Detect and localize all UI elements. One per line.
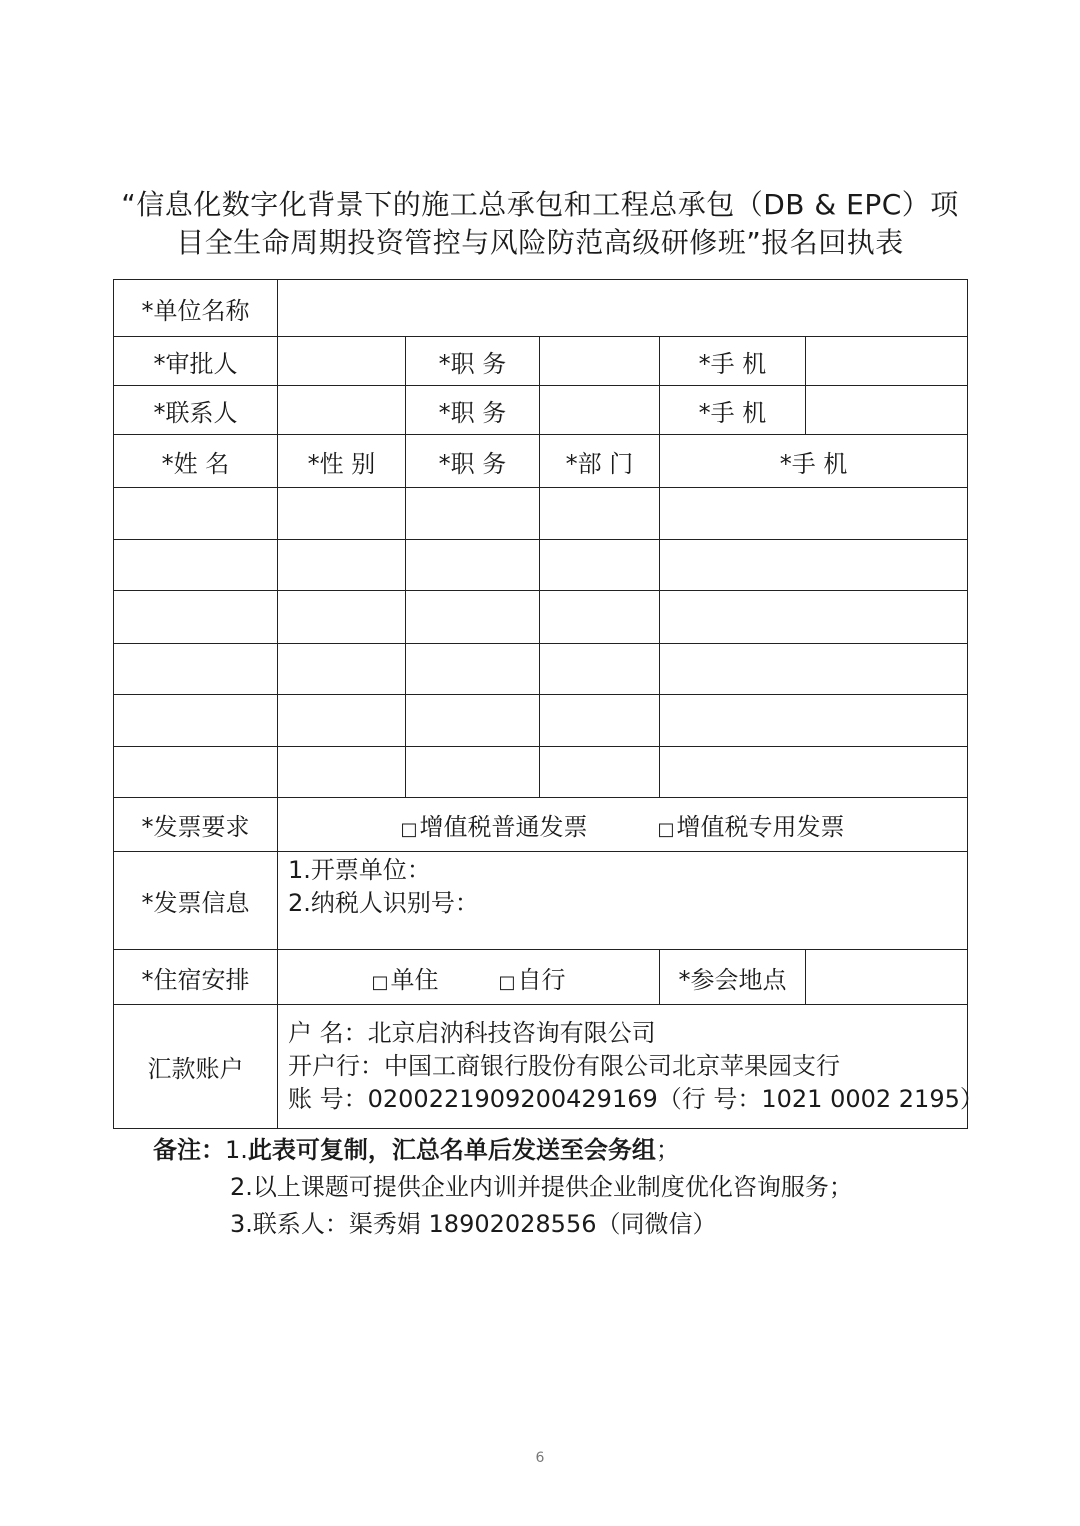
form-title [0,186,1080,262]
title-line-1: “信息化数字化背景下的施工总承包和工程总承包（DB & EPC）项 [121,188,959,221]
approver-field[interactable] [278,337,406,386]
attendee-department-cell[interactable] [540,591,660,644]
unit-name-field[interactable] [278,280,968,337]
header-mobile: *手 机 [660,435,968,488]
account-label: 汇款账户 [114,1005,278,1129]
attendee-name-cell[interactable] [114,488,278,540]
attendee-department-cell[interactable] [540,695,660,747]
contact-label: *联系人 [114,386,278,435]
notes [153,1132,853,1243]
attendee-mobile-cell[interactable] [660,540,968,591]
attendee-name-cell[interactable] [114,695,278,747]
title-line-2: 目全生命周期投资管控与风险防范高级研修班”报名回执表 [176,226,904,259]
contact-position-field[interactable] [540,386,660,435]
invoice-options [278,798,968,852]
vat-normal-label: 增值税普通发票 [419,813,588,841]
registration-form [113,279,984,1129]
notes-prefix: 备注： [153,1136,225,1164]
checkbox-icon[interactable]: □ [657,819,675,840]
header-position: *职 务 [406,435,540,488]
approver-position-field[interactable] [540,337,660,386]
attendee-mobile-cell[interactable] [660,488,968,540]
attendee-row [114,488,968,540]
attendee-row [114,644,968,695]
lodging-label: *住宿安排 [114,950,278,1005]
attendee-gender-cell[interactable] [278,540,406,591]
approver-mobile-label: *手 机 [660,337,806,386]
single-room-option[interactable] [371,966,438,994]
header-name: *姓 名 [114,435,278,488]
attendee-position-cell[interactable] [406,488,540,540]
self-arranged-option[interactable] [499,966,566,994]
contact-mobile-label: *手 机 [660,386,806,435]
account-number-line: 账 号：0200221909200429169（行 号：1021 0002 2195） [288,1085,984,1113]
checkbox-icon[interactable]: □ [371,971,389,993]
attendee-row [114,747,968,798]
attendee-row [114,591,968,644]
contact-mobile-field[interactable] [806,386,968,435]
header-gender: *性 别 [278,435,406,488]
approver-mobile-field[interactable] [806,337,968,386]
attendee-position-cell[interactable] [406,540,540,591]
contact-field[interactable] [278,386,406,435]
note-1-text: 此表可复制，汇总名单后发送至会务组 [247,1136,656,1164]
page-number: 6 [535,1450,545,1466]
approver-position-label: *职 务 [406,337,540,386]
account-details [278,1005,984,1129]
approver-label: *审批人 [114,337,278,386]
account-bank-line: 开户行：中国工商银行股份有限公司北京苹果园支行 [288,1052,840,1080]
note-line-3: 3.联系人：渠秀娟 18902028556（同微信） [230,1210,717,1238]
attendee-mobile-cell[interactable] [660,695,968,747]
invoice-unit-line: 1.开票单位： [288,856,431,884]
attendee-row [114,695,968,747]
attendee-gender-cell[interactable] [278,644,406,695]
attendee-gender-cell[interactable] [278,747,406,798]
attendee-gender-cell[interactable] [278,591,406,644]
venue-label: *参会地点 [660,950,806,1005]
note-1-num: 1. [225,1136,248,1164]
attendee-gender-cell[interactable] [278,695,406,747]
attendee-position-cell[interactable] [406,747,540,798]
self-arranged-label: 自行 [517,965,566,994]
attendee-department-cell[interactable] [540,488,660,540]
attendee-name-cell[interactable] [114,644,278,695]
checkbox-icon[interactable]: □ [498,971,516,993]
unit-name-label: *单位名称 [114,280,278,337]
attendee-row [114,540,968,591]
attendee-name-cell[interactable] [114,747,278,798]
attendee-position-cell[interactable] [406,591,540,644]
attendee-position-cell[interactable] [406,695,540,747]
attendee-name-cell[interactable] [114,540,278,591]
attendee-position-cell[interactable] [406,644,540,695]
attendee-department-cell[interactable] [540,644,660,695]
attendee-mobile-cell[interactable] [660,644,968,695]
taxpayer-id-line: 2.纳税人识别号： [288,889,479,917]
lodging-options [278,950,660,1005]
note-line-2: 2.以上课题可提供企业内训并提供企业制度优化咨询服务； [230,1173,853,1201]
attendee-department-cell[interactable] [540,747,660,798]
attendee-department-cell[interactable] [540,540,660,591]
invoice-info-label: *发票信息 [114,852,278,950]
attendee-mobile-cell[interactable] [660,591,968,644]
checkbox-icon[interactable]: □ [400,819,418,840]
attendee-gender-cell[interactable] [278,488,406,540]
venue-field[interactable] [806,950,968,1005]
invoice-info-field[interactable] [278,852,968,950]
account-name-line: 户 名：北京启汭科技咨询有限公司 [288,1019,656,1047]
contact-position-label: *职 务 [406,386,540,435]
note-1-end: ； [655,1136,680,1164]
header-department: *部 门 [540,435,660,488]
single-room-label: 单住 [390,965,439,994]
attendee-name-cell[interactable] [114,591,278,644]
vat-special-option[interactable] [658,813,845,841]
note-line-1 [153,1132,853,1169]
attendee-mobile-cell[interactable] [660,747,968,798]
vat-normal-option[interactable] [401,813,588,841]
vat-special-label: 增值税专用发票 [676,813,845,841]
invoice-requirement-label: *发票要求 [114,798,278,852]
